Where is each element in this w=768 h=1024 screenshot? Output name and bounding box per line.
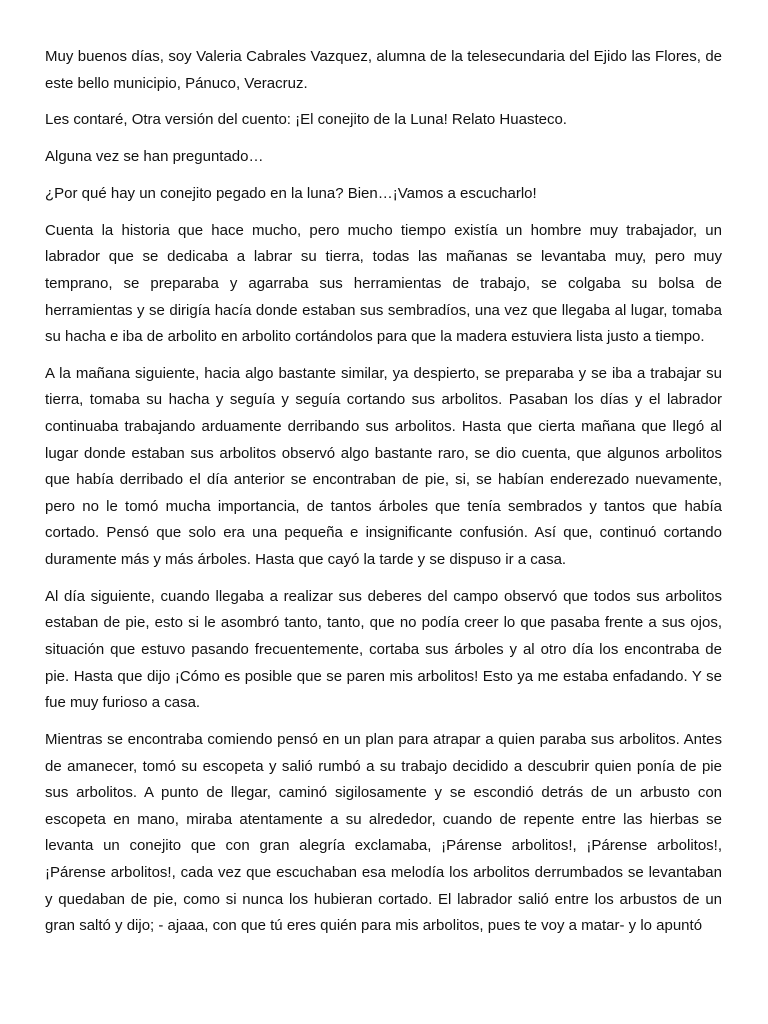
- paragraph-story-1: Cuenta la historia que hace mucho, pero mucho tiempo existía un hombre muy trabajador, un labrador que se dedicaba a labrar su tierra, todas las mañanas se levantaba muy, pero muy temprano, se preparaba y agarraba sus herramientas de trabajo, se colgaba su bolsa de herramientas y se dirigía hacía donde estaban sus sembradíos, una vez que llegaba al lugar, tomaba su hacha e iba de arbolito en arbolito cortándolos para que la madera estuviera lista justo a tiempo.: [45, 221, 722, 346]
- paragraph-story-2: A la mañana siguiente, hacia algo bastante similar, ya despierto, se preparaba y se iba a trabajar su tierra, tomaba su hacha y seguía y seguía cortando sus arbolitos. Pasaban los días y el labrador continuaba trabajando arduamente derribando sus arbolitos. Hasta que cierta mañana que llegó al lugar donde estaban sus arbolitos observó algo bastante raro, se dio cuenta, que algunos arbolitos que había derribado el día anterior se encontraban de pie, si, se habían enderezado nuevamente, pero no le tomó mucha importancia, de tantos árboles que tenía sembrados y tantos que había cortado. Pensó que solo era una pequeña e insignificante confusión. Así que, continuó cortando duramente más y más árboles. Hasta que cayó la tarde y se dispuso ir a casa.: [45, 364, 722, 569]
- paragraph-story-4: Mientras se encontraba comiendo pensó en un plan para atrapar a quien paraba sus arbolitos. Antes de amanecer, tomó su escopeta y salió rumbó a su trabajo decidido a descubrir quien ponía de pie sus arbolitos. A punto de llegar, caminó sigilosamente y se escondió detrás de un arbusto con escopeta en mano, miraba atentamente a su alrededor, cuando de repente entre las hierbas se levanta un conejito que con gran alegría exclamaba, ¡Párense arbolitos!, ¡Párense arbolitos!, ¡Párense arbolitos!, cada vez que escuchaban esa melodía los arbolitos derrumbados se levantaban y quedaban de pie, como si nunca los hubieran cortado. El labrador salió entre los arbustos de un gran saltó y dijo; - ajaaa, con que tú eres quién para mis arbolitos, pues te voy a matar- y lo apuntó: [45, 730, 722, 935]
- paragraph-question: ¿Por qué hay un conejito pegado en la luna? Bien…¡Vamos a escucharlo!: [45, 184, 537, 202]
- paragraph-question-lead: Alguna vez se han preguntado…: [45, 148, 264, 166]
- paragraph-story-intro: Les contaré, Otra versión del cuento: ¡El conejito de la Luna! Relato Huasteco.: [45, 111, 567, 129]
- paragraph-story-3: Al día siguiente, cuando llegaba a realizar sus deberes del campo observó que todos sus arbolitos estaban de pie, esto si le asombró tanto, tanto, que no podía creer lo que pasaba frente a sus ojos, situación que estuvo pasando frecuentemente, cortaba sus árboles y al otro día los encontraba de pie. Hasta que dijo ¡Cómo es posible que se paren mis arbolitos! Esto ya me estaba enfadando. Y se fue muy furioso a casa.: [45, 587, 722, 712]
- paragraph-greeting: Muy buenos días, soy Valeria Cabrales Vazquez, alumna de la telesecundaria del Ejido las Flores, de este bello municipio, Pánuco, Veracruz.: [45, 48, 722, 92]
